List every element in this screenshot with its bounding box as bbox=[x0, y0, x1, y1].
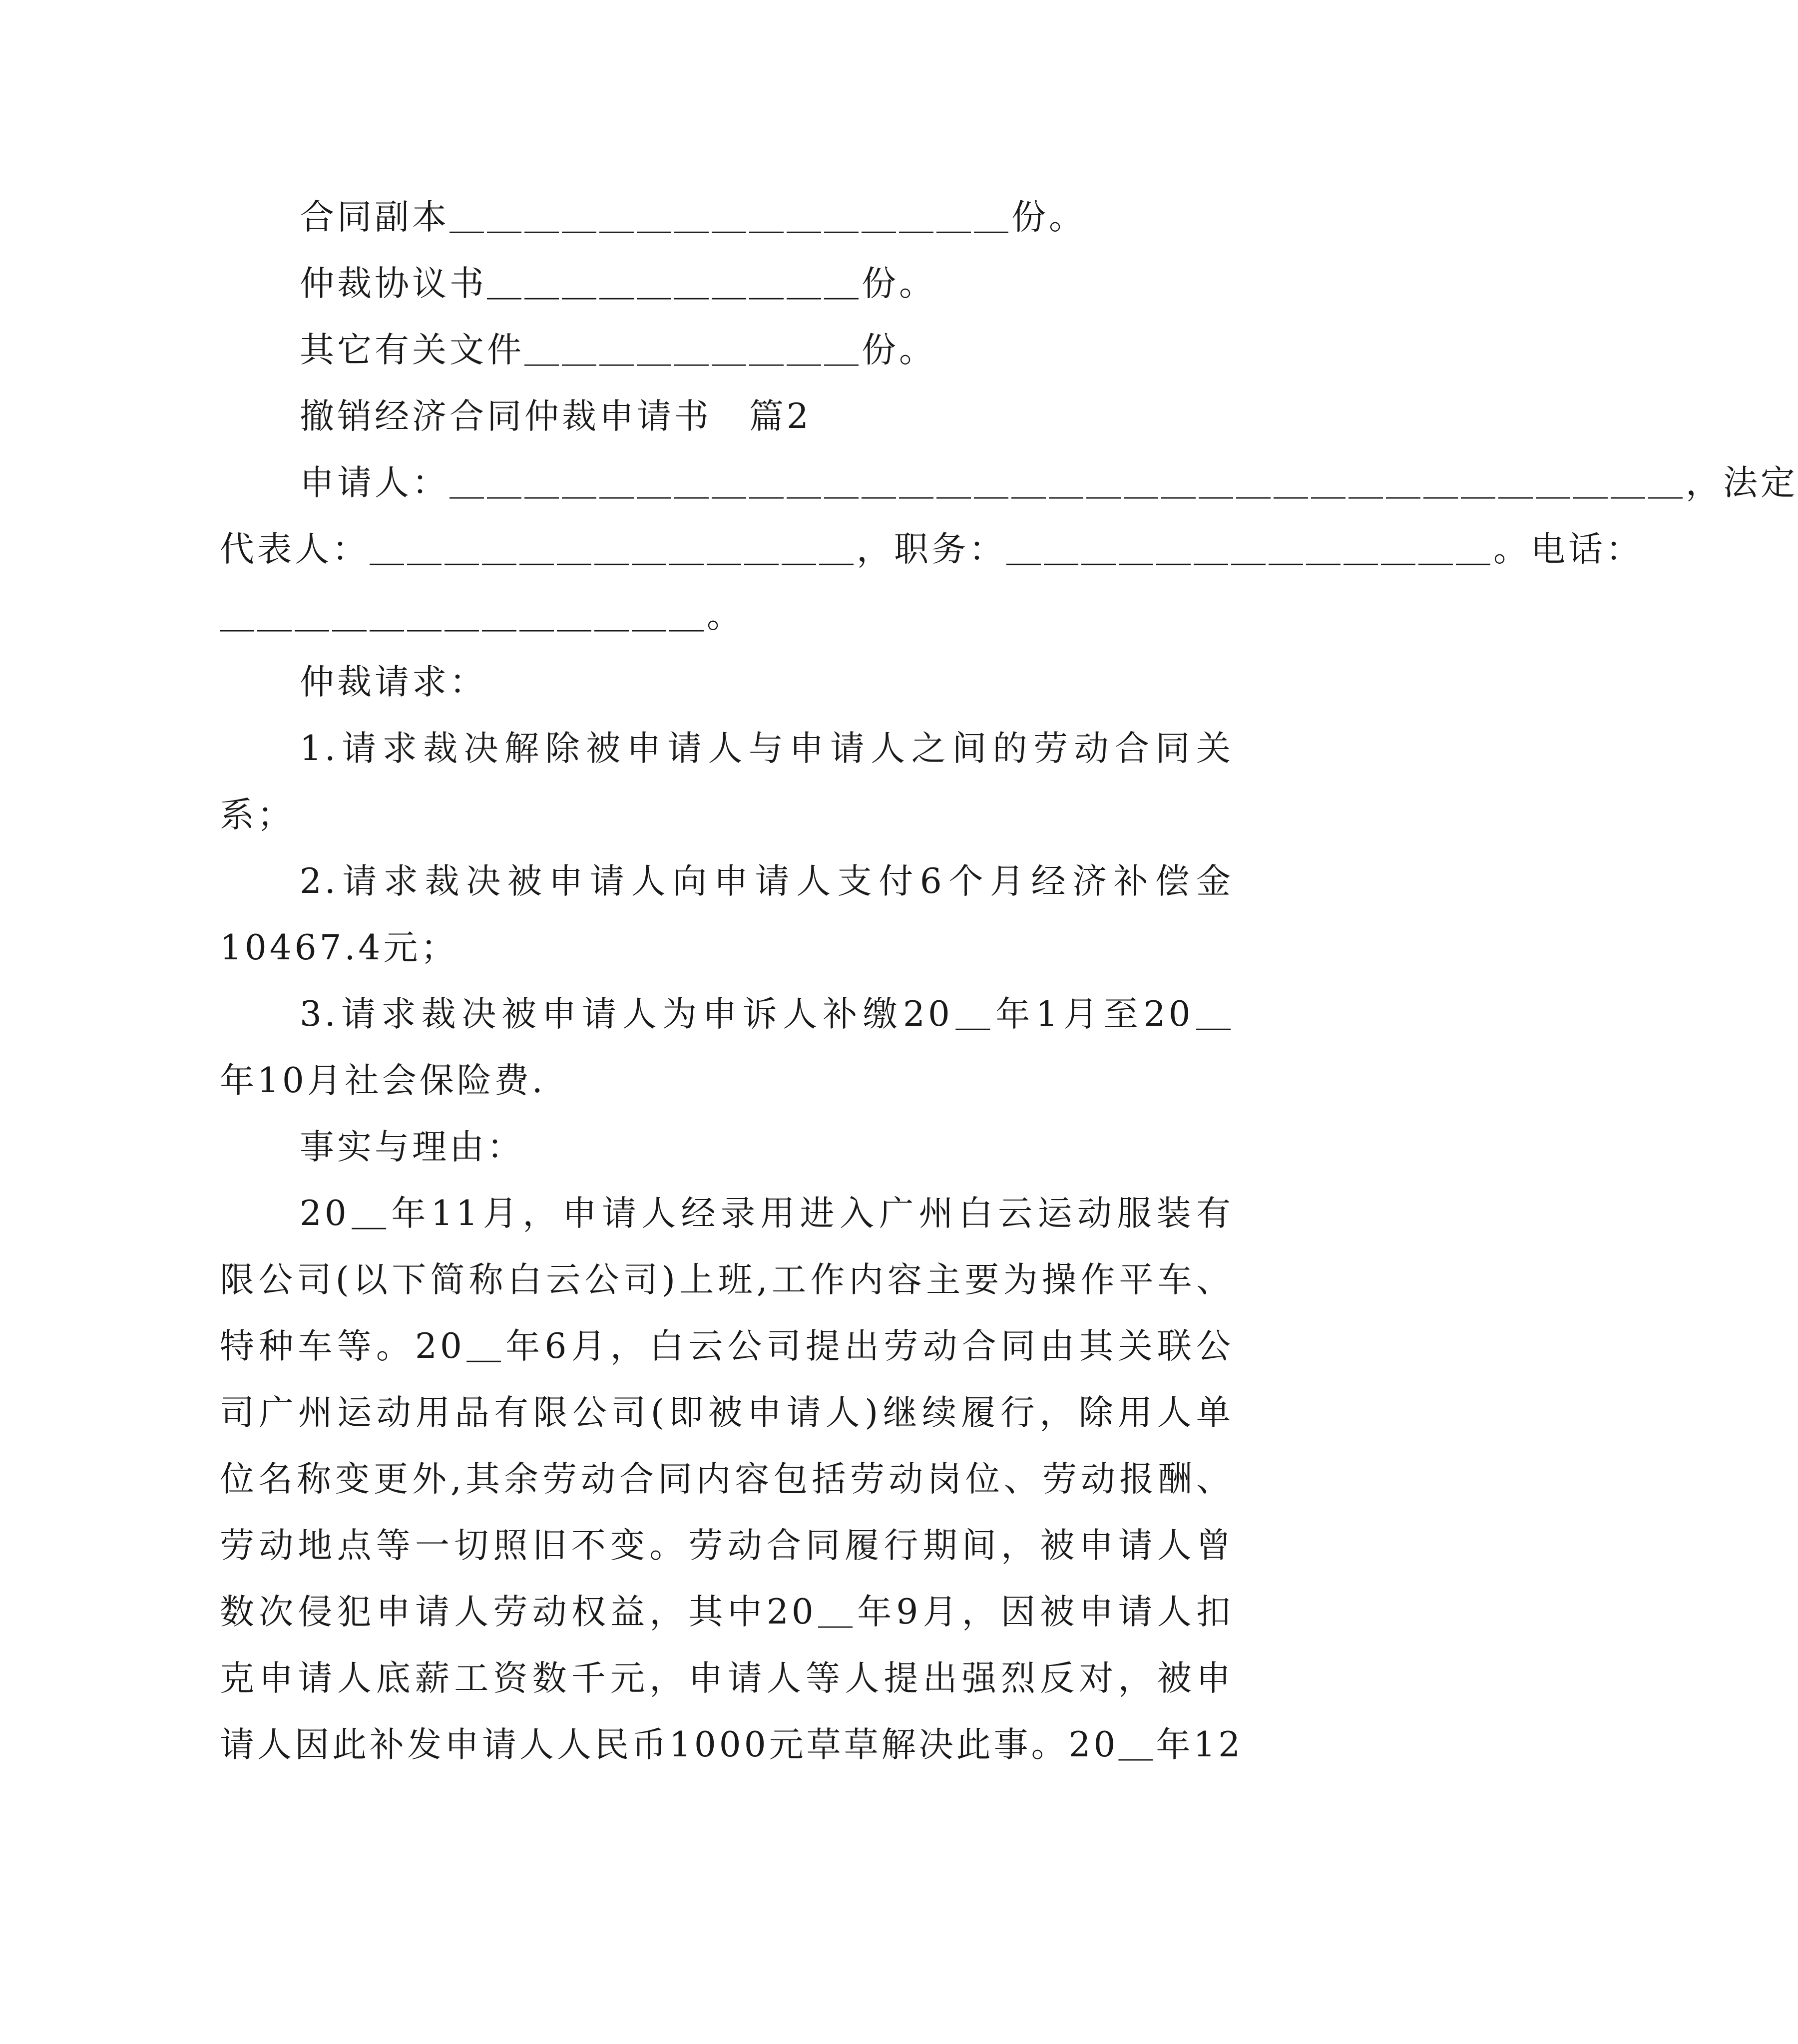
paragraph-line: 位名称变更外,其余劳动合同内容包括劳动岗位、劳动报酬、 bbox=[220, 1459, 1234, 1499]
paragraph-line: 3.请求裁决被申请人为申诉人补缴20＿年1月至20＿ bbox=[300, 994, 1234, 1034]
section-heading: 撤销经济合同仲裁申请书 篇2 bbox=[300, 397, 812, 436]
paragraph-line: 限公司(以下简称白云公司)上班,工作内容主要为操作平车、 bbox=[220, 1260, 1234, 1300]
paragraph-line: 20＿年11月，申请人经录用进入广州白云运动服装有 bbox=[300, 1194, 1234, 1233]
paragraph-line: 10467.4元； bbox=[220, 928, 458, 968]
paragraph-line: 2.请求裁决被申请人向申请人支付6个月经济补偿金 bbox=[300, 861, 1234, 901]
paragraph-line: 请人因此补发申请人人民币1000元草草解决此事。20＿年12 bbox=[220, 1725, 1244, 1765]
text-line-representative: 代表人：＿＿＿＿＿＿＿＿＿＿＿＿＿，职务：＿＿＿＿＿＿＿＿＿＿＿＿＿。电话： bbox=[220, 529, 1643, 569]
subheading-arbitration-request: 仲裁请求： bbox=[300, 662, 487, 702]
paragraph-line: 年10月社会保险费. bbox=[220, 1061, 546, 1101]
paragraph-line: 系； bbox=[220, 795, 295, 835]
paragraph-line: 特种车等。20＿年6月，白云公司提出劳动合同由其关联公 bbox=[220, 1326, 1234, 1366]
paragraph-line: 数次侵犯申请人劳动权益，其中20＿年9月，因被申请人扣 bbox=[220, 1592, 1234, 1632]
subheading-facts-and-reasons: 事实与理由： bbox=[300, 1127, 524, 1167]
text-line-other-documents: 其它有关文件＿＿＿＿＿＿＿＿＿份。 bbox=[300, 330, 936, 370]
paragraph-line: 劳动地点等一切照旧不变。劳动合同履行期间，被申请人曾 bbox=[220, 1526, 1234, 1566]
text-line-phone: ＿＿＿＿＿＿＿＿＿＿＿＿＿。 bbox=[220, 596, 744, 636]
paragraph-line: 克申请人底薪工资数千元，申请人等人提出强烈反对，被申 bbox=[220, 1658, 1234, 1698]
text-line-arbitration-agreement: 仲裁协议书＿＿＿＿＿＿＿＿＿＿份。 bbox=[300, 264, 936, 304]
paragraph-line: 司广州运动用品有限公司(即被申请人)继续履行，除用人单 bbox=[220, 1393, 1234, 1433]
text-line-applicant: 申请人：＿＿＿＿＿＿＿＿＿＿＿＿＿＿＿＿＿＿＿＿＿＿＿＿＿＿＿＿＿＿＿＿＿，法定 bbox=[300, 463, 1798, 503]
paragraph-line: 1.请求裁决解除被申请人与申请人之间的劳动合同关 bbox=[300, 729, 1234, 769]
text-line-contract-copy: 合同副本＿＿＿＿＿＿＿＿＿＿＿＿＿＿＿份。 bbox=[300, 197, 1086, 237]
